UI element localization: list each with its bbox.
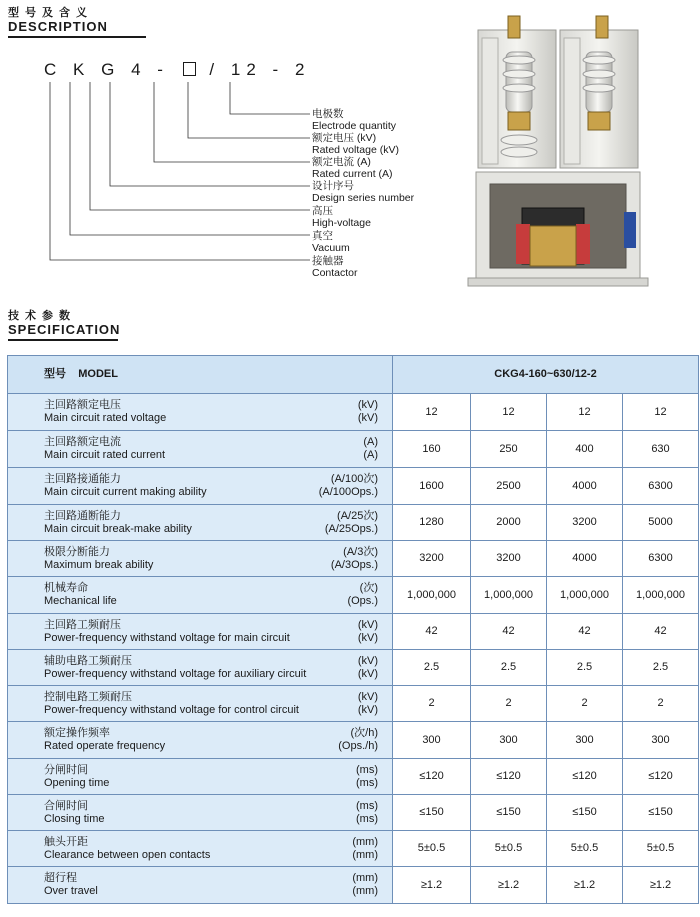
value-cell: 1,000,000 bbox=[547, 577, 623, 614]
value-cell: ≥1.2 bbox=[471, 867, 547, 904]
leader-vacuum bbox=[70, 82, 310, 235]
legend-en: High-voltage bbox=[312, 217, 371, 229]
table-row bbox=[8, 759, 699, 795]
unit-label bbox=[352, 872, 378, 898]
value-cell: 2.5 bbox=[547, 650, 623, 686]
value-cell: 300 bbox=[547, 722, 623, 759]
table-row bbox=[8, 505, 699, 541]
value-cell: ≤120 bbox=[393, 759, 471, 795]
specification-table bbox=[7, 355, 699, 904]
unit-en: (A/100Ops.) bbox=[318, 486, 378, 498]
parameter-name-en: Power-frequency withstand voltage for auxiliary circuit bbox=[44, 667, 307, 680]
unit-en: (A) bbox=[363, 449, 378, 461]
parameter-name-en: Main circuit break-make ability bbox=[44, 522, 192, 535]
value-cell: 5±0.5 bbox=[393, 831, 471, 867]
value-cell: ≤150 bbox=[623, 795, 699, 831]
value-cell: 2 bbox=[393, 686, 471, 722]
parameter-name-en: Main circuit rated current bbox=[44, 449, 166, 461]
code-2: 2 bbox=[294, 60, 311, 79]
table-row bbox=[8, 394, 699, 431]
unit-label bbox=[352, 836, 378, 862]
unit-en: (mm) bbox=[352, 848, 378, 861]
value-cell: 42 bbox=[393, 614, 471, 650]
value-cell: ≥1.2 bbox=[623, 867, 699, 904]
unit-zh: (ms) bbox=[356, 799, 378, 812]
value-cell: ≤150 bbox=[471, 795, 547, 831]
legend-zh: 接触器 bbox=[312, 255, 344, 267]
value-cell: ≤120 bbox=[547, 759, 623, 795]
value-cell: ≥1.2 bbox=[547, 867, 623, 904]
parameter-name-en: Power-frequency withstand voltage for main circuit bbox=[44, 631, 290, 644]
legend-en: Rated current (A) bbox=[312, 168, 393, 180]
parameter-name-en: Over travel bbox=[44, 885, 98, 897]
unit-zh: (kV) bbox=[357, 399, 378, 411]
model-value: CKG4-160~630/12-2 bbox=[494, 368, 597, 380]
legend-zh: 电极数 bbox=[312, 108, 344, 120]
value-cell: 2000 bbox=[471, 505, 547, 541]
value-cell: 5±0.5 bbox=[623, 831, 699, 867]
unit-en: (kV) bbox=[357, 667, 378, 680]
parameter-cell bbox=[8, 795, 393, 831]
spec-heading-en: SPECIFICATION bbox=[8, 322, 121, 337]
parameter-name-en: Opening time bbox=[44, 776, 110, 789]
insulator-right bbox=[583, 52, 615, 130]
aux-switch bbox=[624, 212, 636, 248]
unit-en: (ms) bbox=[356, 776, 378, 789]
parameter-name-zh: 分闸时间 bbox=[44, 763, 88, 776]
unit-zh: (mm) bbox=[352, 872, 378, 884]
unit-label bbox=[319, 473, 378, 499]
code-4: 4 bbox=[131, 60, 147, 79]
value-cell: 2500 bbox=[471, 468, 547, 505]
legend-item-vacuum bbox=[312, 230, 350, 254]
parameter-name-zh: 主回路额定电压 bbox=[44, 399, 121, 411]
value-cell: 6300 bbox=[623, 468, 699, 505]
table-row bbox=[8, 468, 699, 505]
value-cell: 12 bbox=[393, 394, 471, 431]
table-row bbox=[8, 431, 699, 468]
table-row bbox=[8, 831, 699, 867]
value-cell: 4000 bbox=[547, 468, 623, 505]
unit-label bbox=[347, 582, 378, 608]
unit-zh: (kV) bbox=[357, 654, 378, 667]
parameter-name-zh: 触头开距 bbox=[44, 835, 88, 848]
leader-current bbox=[154, 82, 310, 162]
value-cell: 2 bbox=[471, 686, 547, 722]
spec-heading-zh: 技术参数 bbox=[8, 310, 76, 322]
unit-en: (ms) bbox=[356, 812, 378, 825]
parameter-cell bbox=[8, 686, 393, 722]
table-row bbox=[8, 795, 699, 831]
unit-en: (kV) bbox=[357, 412, 378, 424]
leader-electrode bbox=[230, 82, 310, 114]
unit-label bbox=[338, 727, 378, 753]
legend-en: Design series number bbox=[312, 192, 415, 204]
value-cell: 1600 bbox=[393, 468, 471, 505]
leader-design bbox=[110, 82, 310, 186]
value-cell: 12 bbox=[471, 394, 547, 431]
value-cell: 2.5 bbox=[623, 650, 699, 686]
legend-zh: 额定电流 (A) bbox=[312, 156, 371, 168]
value-cell: ≤120 bbox=[471, 759, 547, 795]
value-cell: 1,000,000 bbox=[393, 577, 471, 614]
parameter-name-zh: 主回路通断能力 bbox=[44, 509, 121, 522]
insulator-left bbox=[501, 52, 537, 157]
value-cell: 3200 bbox=[471, 541, 547, 577]
value-cell: 300 bbox=[393, 722, 471, 759]
parameter-cell bbox=[8, 394, 393, 431]
parameter-cell bbox=[8, 614, 393, 650]
unit-label bbox=[356, 764, 378, 790]
code-dash-2: - bbox=[272, 60, 285, 79]
parameter-cell bbox=[8, 505, 393, 541]
value-cell: 250 bbox=[471, 431, 547, 468]
legend-en: Electrode quantity bbox=[312, 120, 397, 132]
unit-en: (mm) bbox=[352, 885, 378, 897]
table-row bbox=[8, 722, 699, 759]
parameter-name-zh: 额定操作频率 bbox=[44, 727, 110, 739]
legend-item-electrode bbox=[312, 108, 396, 132]
value-cell: 12 bbox=[623, 394, 699, 431]
unit-en: (Ops./h) bbox=[338, 740, 378, 752]
unit-en: (Ops.) bbox=[347, 595, 378, 607]
parameter-cell bbox=[8, 722, 393, 759]
model-label-cell bbox=[8, 356, 393, 394]
parameter-name-en: Power-frequency withstand voltage for control circuit bbox=[44, 703, 299, 716]
parameter-cell bbox=[8, 831, 393, 867]
legend-zh: 高压 bbox=[312, 205, 333, 217]
unit-en: (A/3Ops.) bbox=[330, 558, 378, 571]
leader-voltage bbox=[188, 82, 310, 138]
unit-en: (kV) bbox=[357, 703, 378, 716]
value-cell: 300 bbox=[623, 722, 699, 759]
value-cell: 5±0.5 bbox=[471, 831, 547, 867]
parameter-cell bbox=[8, 759, 393, 795]
legend-item-design bbox=[312, 180, 414, 204]
value-cell: 42 bbox=[547, 614, 623, 650]
value-cell: 2.5 bbox=[393, 650, 471, 686]
parameter-name-zh: 合闸时间 bbox=[44, 799, 88, 812]
parameter-name-en: Closing time bbox=[44, 812, 105, 825]
unit-zh: (kV) bbox=[357, 618, 378, 631]
code-12: 12 bbox=[230, 60, 262, 79]
code-leader-lines bbox=[0, 0, 320, 290]
parameter-name-zh: 超行程 bbox=[44, 872, 77, 884]
parameter-cell bbox=[8, 468, 393, 505]
unit-label bbox=[356, 800, 378, 826]
leader-contactor bbox=[50, 82, 310, 260]
unit-label bbox=[331, 546, 378, 572]
parameter-name-zh: 主回路工频耐压 bbox=[44, 618, 121, 631]
unit-label bbox=[358, 399, 378, 425]
parameter-name-en: Mechanical life bbox=[44, 595, 117, 607]
terminal-left bbox=[508, 16, 520, 38]
parameter-name-en: Main circuit rated voltage bbox=[44, 412, 167, 424]
unit-label bbox=[358, 619, 378, 645]
unit-label bbox=[363, 436, 378, 462]
table-row bbox=[8, 614, 699, 650]
description-heading-en: DESCRIPTION bbox=[8, 19, 108, 34]
model-value-cell bbox=[393, 356, 699, 394]
value-cell: 160 bbox=[393, 431, 471, 468]
parameter-name-zh: 机械寿命 bbox=[44, 582, 88, 594]
value-cell: 3200 bbox=[547, 505, 623, 541]
spec-heading bbox=[8, 310, 120, 337]
table-row bbox=[8, 577, 699, 614]
value-cell: 5±0.5 bbox=[547, 831, 623, 867]
parameter-name-zh: 主回路额定电流 bbox=[44, 436, 121, 448]
parameter-cell bbox=[8, 867, 393, 904]
code-g: G bbox=[101, 60, 121, 79]
unit-zh: (ms) bbox=[356, 763, 378, 776]
legend-zh: 额定电压 (kV) bbox=[312, 132, 377, 144]
parameter-name-en: Maximum break ability bbox=[44, 558, 154, 571]
legend-item-voltage bbox=[312, 132, 399, 156]
legend-item-contactor bbox=[312, 255, 358, 279]
value-cell: 42 bbox=[471, 614, 547, 650]
value-cell: 12 bbox=[547, 394, 623, 431]
unit-zh: (A/100次) bbox=[330, 473, 378, 485]
code-dash-1: - bbox=[157, 60, 169, 79]
unit-zh: (A/25次) bbox=[337, 509, 378, 522]
parameter-cell bbox=[8, 650, 393, 686]
value-cell: 2 bbox=[623, 686, 699, 722]
value-cell: ≤150 bbox=[547, 795, 623, 831]
unit-en: (A/25Ops.) bbox=[324, 522, 378, 535]
value-cell: 400 bbox=[547, 431, 623, 468]
parameter-name-en: Rated operate frequency bbox=[44, 740, 166, 752]
unit-zh: (kV) bbox=[357, 690, 378, 703]
legend-en: Rated voltage (kV) bbox=[312, 144, 399, 156]
parameter-name-zh: 控制电路工频耐压 bbox=[44, 690, 132, 703]
value-cell: 630 bbox=[623, 431, 699, 468]
parameter-name-en: Main circuit current making ability bbox=[44, 486, 207, 498]
value-cell: 2.5 bbox=[471, 650, 547, 686]
value-cell: ≤120 bbox=[623, 759, 699, 795]
spec-rule bbox=[8, 339, 118, 341]
parameter-name-zh: 辅助电路工频耐压 bbox=[44, 654, 132, 667]
code-k: K bbox=[73, 60, 91, 79]
code-slash: / bbox=[209, 60, 221, 79]
unit-zh: (A/3次) bbox=[343, 545, 378, 558]
legend-en: Contactor bbox=[312, 267, 358, 279]
table-header-row bbox=[8, 356, 699, 394]
unit-label bbox=[358, 691, 378, 717]
table-row bbox=[8, 686, 699, 722]
value-cell: ≥1.2 bbox=[393, 867, 471, 904]
value-cell: 300 bbox=[471, 722, 547, 759]
value-cell: 1280 bbox=[393, 505, 471, 541]
model-label: 型号 MODEL bbox=[44, 368, 118, 380]
parameter-name-zh: 主回路接通能力 bbox=[44, 473, 121, 485]
value-cell: 5000 bbox=[623, 505, 699, 541]
value-cell: 6300 bbox=[623, 541, 699, 577]
value-cell: 1,000,000 bbox=[623, 577, 699, 614]
value-cell: 2 bbox=[547, 686, 623, 722]
legend-zh: 真空 bbox=[312, 230, 333, 242]
parameter-cell bbox=[8, 431, 393, 468]
value-cell: 4000 bbox=[547, 541, 623, 577]
unit-zh: (次/h) bbox=[350, 727, 378, 739]
parameter-cell bbox=[8, 541, 393, 577]
legend-item-current bbox=[312, 156, 393, 180]
parameter-cell bbox=[8, 577, 393, 614]
code-c: C bbox=[44, 60, 63, 79]
contactor-product-image bbox=[456, 12, 660, 292]
unit-zh: (A) bbox=[363, 436, 378, 448]
unit-label bbox=[325, 510, 378, 536]
unit-label bbox=[358, 655, 378, 681]
description-heading-zh: 型号及含义 bbox=[8, 7, 93, 19]
legend-zh: 设计序号 bbox=[312, 180, 354, 192]
table-row bbox=[8, 650, 699, 686]
unit-zh: (次) bbox=[359, 582, 378, 594]
leader-highvoltage bbox=[90, 82, 310, 210]
value-cell: 1,000,000 bbox=[471, 577, 547, 614]
legend-item-highvoltage bbox=[312, 205, 371, 229]
value-cell: ≤150 bbox=[393, 795, 471, 831]
table-row bbox=[8, 541, 699, 577]
unit-zh: (mm) bbox=[352, 835, 378, 848]
parameter-name-zh: 极限分断能力 bbox=[44, 545, 110, 558]
value-cell: 3200 bbox=[393, 541, 471, 577]
value-cell: 42 bbox=[623, 614, 699, 650]
table-row bbox=[8, 867, 699, 904]
legend-en: Vacuum bbox=[312, 242, 350, 254]
terminal-right bbox=[596, 16, 608, 38]
unit-en: (kV) bbox=[357, 631, 378, 644]
parameter-name-en: Clearance between open contacts bbox=[44, 848, 211, 861]
